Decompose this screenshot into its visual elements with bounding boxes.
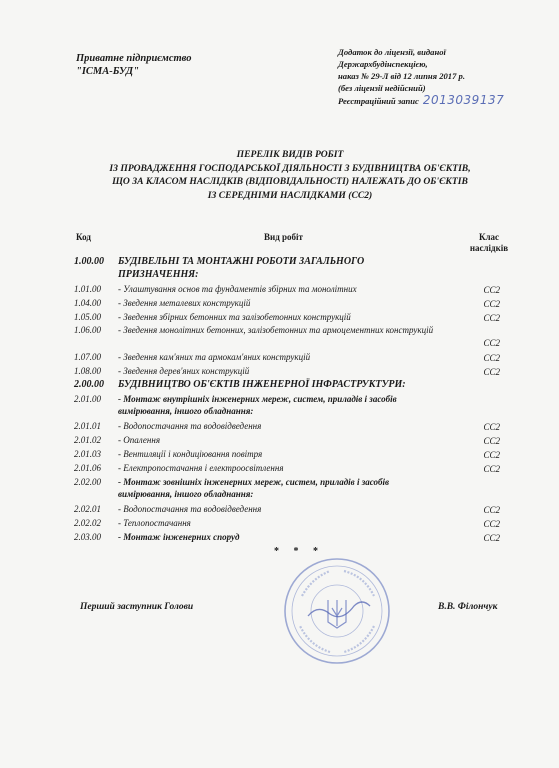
table-row xyxy=(74,477,500,501)
row-code: 1.07.00 xyxy=(74,352,101,362)
document-title xyxy=(60,148,520,202)
row-code: 2.02.01 xyxy=(74,504,101,514)
column-header-class xyxy=(462,232,516,254)
row-name: - Зведення збірних бетонних та залізобетонних конструкцій xyxy=(118,312,351,322)
row-name: - Водопостачання та водовідведення xyxy=(118,421,262,431)
annex-block xyxy=(338,46,504,107)
column-header-work: Вид робіт xyxy=(264,232,303,242)
registration-number: 2013039137 xyxy=(422,93,505,107)
annex-line-3: наказ № 29-Л від 12 липня 2017 р. xyxy=(338,71,465,81)
signatory-position: Перший заступник Голови xyxy=(80,602,194,612)
table-row xyxy=(74,421,500,433)
signatory-name: В.В. Філончук xyxy=(438,602,498,612)
row-code: 1.06.00 xyxy=(74,325,101,335)
annex-line-5 xyxy=(338,94,504,107)
row-class: СС2 xyxy=(483,352,500,363)
company-block xyxy=(76,52,192,78)
row-name: - Теплопостачання xyxy=(118,518,191,528)
table-row xyxy=(74,312,500,324)
row-class: СС2 xyxy=(483,504,500,515)
column-header-code: Код xyxy=(76,232,91,242)
row-class: СС2 xyxy=(483,532,500,543)
row-name: - Монтаж зовнішніх інженерних мереж, систем, приладів і засобів вимірювання, іншого обладнання: xyxy=(118,477,390,499)
row-name: - Вентиляції і кондиціювання повітря xyxy=(118,449,263,459)
table-row xyxy=(74,325,500,349)
row-class: СС2 xyxy=(483,421,500,432)
table-row xyxy=(74,256,500,281)
row-class: СС2 xyxy=(483,518,500,529)
table-row xyxy=(74,352,500,364)
row-code: 2.03.00 xyxy=(74,532,101,542)
row-code: 1.04.00 xyxy=(74,298,101,308)
row-name: - Електропостачання і електроосвітлення xyxy=(118,463,284,473)
section-separator-stars: * * * xyxy=(274,546,324,557)
title-line-3: ЩО ЗА КЛАСОМ НАСЛІДКІВ (ВІДПОВІДАЛЬНОСТІ) НАЛЕЖАТЬ ДО ОБ'ЄКТІВ xyxy=(112,176,468,187)
table-row xyxy=(74,284,500,296)
row-class: СС2 xyxy=(483,463,500,474)
row-class: СС2 xyxy=(483,312,500,323)
column-header-class-line-1: Клас xyxy=(478,232,500,242)
table-row xyxy=(74,435,500,447)
table-row xyxy=(74,394,500,418)
row-code: 2.02.02 xyxy=(74,518,101,528)
table-row xyxy=(74,298,500,310)
row-name: - Опалення xyxy=(118,435,161,445)
row-code: 1.05.00 xyxy=(74,312,101,322)
table-row xyxy=(74,518,500,530)
row-name: БУДІВНИЦТВО ОБ'ЄКТІВ ІНЖЕНЕРНОЇ ІНФРАСТРУКТУРИ: xyxy=(118,379,406,390)
company-line-1: Приватне підприємство xyxy=(76,53,192,64)
row-class: СС2 xyxy=(483,284,500,295)
row-class: СС2 xyxy=(483,449,500,460)
annex-line-2: Держархбудінспекцією, xyxy=(338,59,428,69)
row-name: - Улаштування основ та фундаментів збірних та монолітних xyxy=(118,284,357,294)
annex-line-4: (без ліцензії недійсний) xyxy=(338,83,426,93)
title-line-4: ІЗ СЕРЕДНІМИ НАСЛІДКАМИ (СС2) xyxy=(207,189,373,201)
row-code: 1.01.00 xyxy=(74,284,101,294)
title-line-1: ПЕРЕЛІК ВИДІВ РОБІТ xyxy=(236,149,344,160)
row-class: СС2 xyxy=(483,298,500,309)
row-class: СС2 xyxy=(483,435,500,446)
row-code: 1.00.00 xyxy=(74,256,104,267)
official-stamp-seal xyxy=(282,556,392,666)
row-class: СС2 xyxy=(483,337,500,348)
row-name: - Зведення монолітних бетонних, залізобетонних та армоцементних конструкцій xyxy=(118,325,434,335)
table-row xyxy=(74,532,500,544)
annex-line-1: Додаток до ліцензії, виданої xyxy=(338,47,446,57)
company-line-2: "ІСМА-БУД" xyxy=(76,66,139,77)
table-row xyxy=(74,449,500,461)
row-code: 2.02.00 xyxy=(74,477,101,487)
table-row xyxy=(74,463,500,475)
row-code: 2.01.00 xyxy=(74,394,101,404)
row-name: - Зведення кам'яних та армокам'яних конструкцій xyxy=(118,352,311,362)
table-row xyxy=(74,379,500,392)
title-line-2: ІЗ ПРОВАДЖЕННЯ ГОСПОДАРСЬКОЇ ДІЯЛЬНОСТІ З БУДІВНИЦТВА ОБ'ЄКТІВ, xyxy=(109,162,471,174)
column-header-class-line-2: наслідків xyxy=(469,243,509,253)
row-code: 1.08.00 xyxy=(74,366,101,376)
table-row xyxy=(74,504,500,516)
row-code: 2.01.02 xyxy=(74,435,101,445)
row-name: - Монтаж інженерних споруд xyxy=(118,532,240,542)
row-name: - Зведення металевих конструкцій xyxy=(118,298,251,308)
row-code: 2.01.06 xyxy=(74,463,101,473)
row-name: - Водопостачання та водовідведення xyxy=(118,504,262,514)
row-name: - Монтаж внутрішніх інженерних мереж, систем, приладів і засобів вимірювання, іншого обладнання: xyxy=(118,394,397,416)
row-code: 2.01.03 xyxy=(74,449,101,459)
table-row xyxy=(74,366,500,378)
row-name: БУДІВЕЛЬНІ ТА МОНТАЖНІ РОБОТИ ЗАГАЛЬНОГО ПРИЗНАЧЕННЯ: xyxy=(118,256,365,280)
row-class: СС2 xyxy=(483,366,500,377)
row-code: 2.01.01 xyxy=(74,421,101,431)
row-name: - Зведення дерев'яних конструкцій xyxy=(118,366,250,376)
registration-label: Реєстраційний запис xyxy=(338,96,419,106)
row-code: 2.00.00 xyxy=(74,379,104,390)
